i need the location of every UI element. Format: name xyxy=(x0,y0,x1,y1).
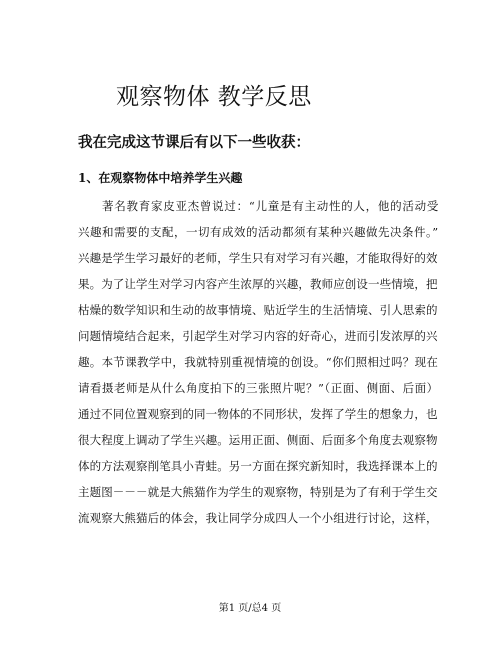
subtitle: 我在完成这节课后有以下一些收获： xyxy=(78,134,310,151)
paragraph-line: 枯燥的数学知识和生动的故事情境、贴近学生的生活情境、引人思索的 xyxy=(78,303,438,317)
body-paragraph xyxy=(78,193,438,531)
section-heading: 1、在观察物体中培养学生兴趣 xyxy=(78,171,243,185)
paragraph-line: 果。为了让学生对学习内容产生浓厚的兴趣，教师应创设一些情境，把 xyxy=(78,277,438,291)
paragraph-line: 兴趣和需要的支配，一切有成效的活动都须有某种兴趣做先决条件。” xyxy=(78,225,439,239)
paragraph-line: 通过不同位置观察到的同一物体的不同形状，发挥了学生的想象力，也 xyxy=(78,407,438,421)
paragraph-line: 趣。本节课教学中，我就特别重视情境的创设。“你们照相过吗？现在 xyxy=(78,355,439,369)
page-number-footer: 第1 页/总4 页 xyxy=(218,603,282,614)
paragraph-line: 兴趣是学生学习最好的老师，学生只有对学习有兴趣，才能取得好的效 xyxy=(78,251,438,265)
paragraph-line: 主题图－－－就是大熊猫作为学生的观察物，特别是为了有利于学生交 xyxy=(78,485,438,499)
paragraph-line: 体的方法观察削笔具小青蛙。另一方面在探究新知时，我选择课本上的 xyxy=(78,459,438,473)
paragraph-line: 请看摄老师是从什么角度拍下的三张照片呢？”（正面、侧面、后面） xyxy=(78,381,439,395)
paragraph-line: 著名教育家皮亚杰曾说过：“儿童是有主动性的人，他的活动受 xyxy=(102,199,440,213)
paragraph-line: 很大程度上调动了学生兴趣。运用正面、侧面、后面多个角度去观察物 xyxy=(78,433,438,447)
paragraph-line: 问题情境结合起来，引起学生对学习内容的好奇心，进而引发浓厚的兴 xyxy=(78,329,438,343)
paragraph-line: 流观察大熊猫后的体会，我让同学分成四人一个小组进行讨论，这样， xyxy=(78,511,438,525)
page-title: 观察物体 教学反思 xyxy=(116,84,312,110)
